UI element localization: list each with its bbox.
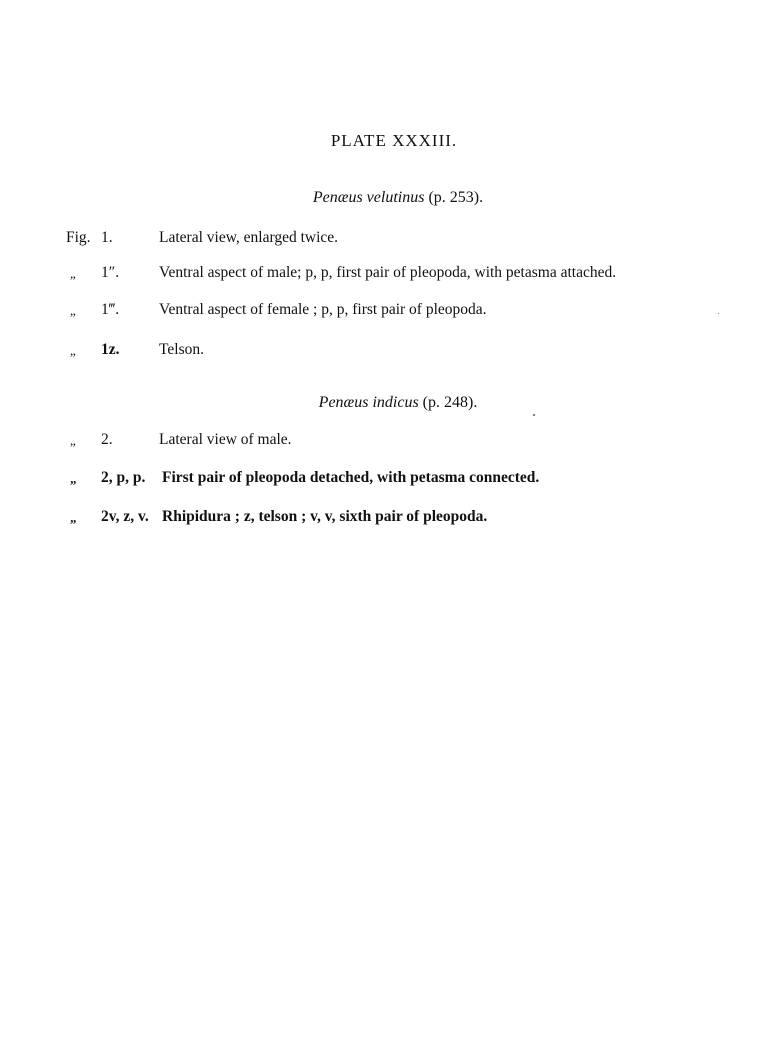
figure-entry bbox=[0, 229, 776, 251]
fig-number: 2v, z, v. bbox=[101, 508, 149, 525]
fig-prefix: Fig. bbox=[66, 229, 91, 246]
fig-number: 1‴. bbox=[101, 301, 120, 318]
figure-entry bbox=[0, 508, 776, 530]
page-reference: (p. 253). bbox=[428, 189, 484, 206]
fig-description: Lateral view, enlarged twice. bbox=[159, 229, 339, 246]
page-reference: (p. 248). bbox=[422, 394, 478, 411]
fig-number: 1″. bbox=[101, 264, 120, 281]
ditto-mark: „ bbox=[70, 471, 77, 486]
fig-number: 1z. bbox=[101, 341, 120, 358]
section-heading-velutinus bbox=[0, 189, 776, 207]
fig-description: Telson. bbox=[159, 341, 204, 358]
figure-entry bbox=[0, 301, 776, 323]
fig-number: 2, p, p. bbox=[101, 469, 146, 486]
plate-title: PLATE XXXIII. bbox=[330, 131, 458, 150]
ditto-mark: „ bbox=[70, 433, 76, 448]
figure-entry bbox=[0, 341, 776, 363]
fig-description: First pair of pleopoda detached, with petasma connected. bbox=[162, 469, 540, 486]
species-name: Penæus velutinus bbox=[312, 189, 425, 206]
section-heading-indicus bbox=[0, 394, 776, 412]
fig-number: 1. bbox=[101, 229, 113, 246]
species-name: Penæus indicus bbox=[318, 394, 419, 411]
fig-number: 2. bbox=[101, 431, 113, 448]
figure-entry bbox=[0, 431, 776, 453]
fig-description: Ventral aspect of female ; p, p, first pair of pleopoda. bbox=[159, 301, 487, 318]
ditto-mark: „ bbox=[70, 343, 76, 358]
ditto-mark: „ bbox=[70, 510, 77, 525]
figure-entry bbox=[0, 264, 776, 286]
fig-description: Lateral view of male. bbox=[159, 431, 292, 448]
fig-description: Rhipidura ; z, telson ; v, v, sixth pair of pleopoda. bbox=[162, 508, 488, 525]
figure-entry bbox=[0, 469, 776, 491]
print-speck bbox=[533, 414, 535, 416]
ditto-mark: „ bbox=[70, 266, 76, 281]
ditto-mark: „ bbox=[70, 303, 76, 318]
fig-description: Ventral aspect of male; p, p, first pair of pleopoda, with petasma attached. bbox=[159, 264, 617, 281]
print-speck bbox=[718, 313, 719, 314]
